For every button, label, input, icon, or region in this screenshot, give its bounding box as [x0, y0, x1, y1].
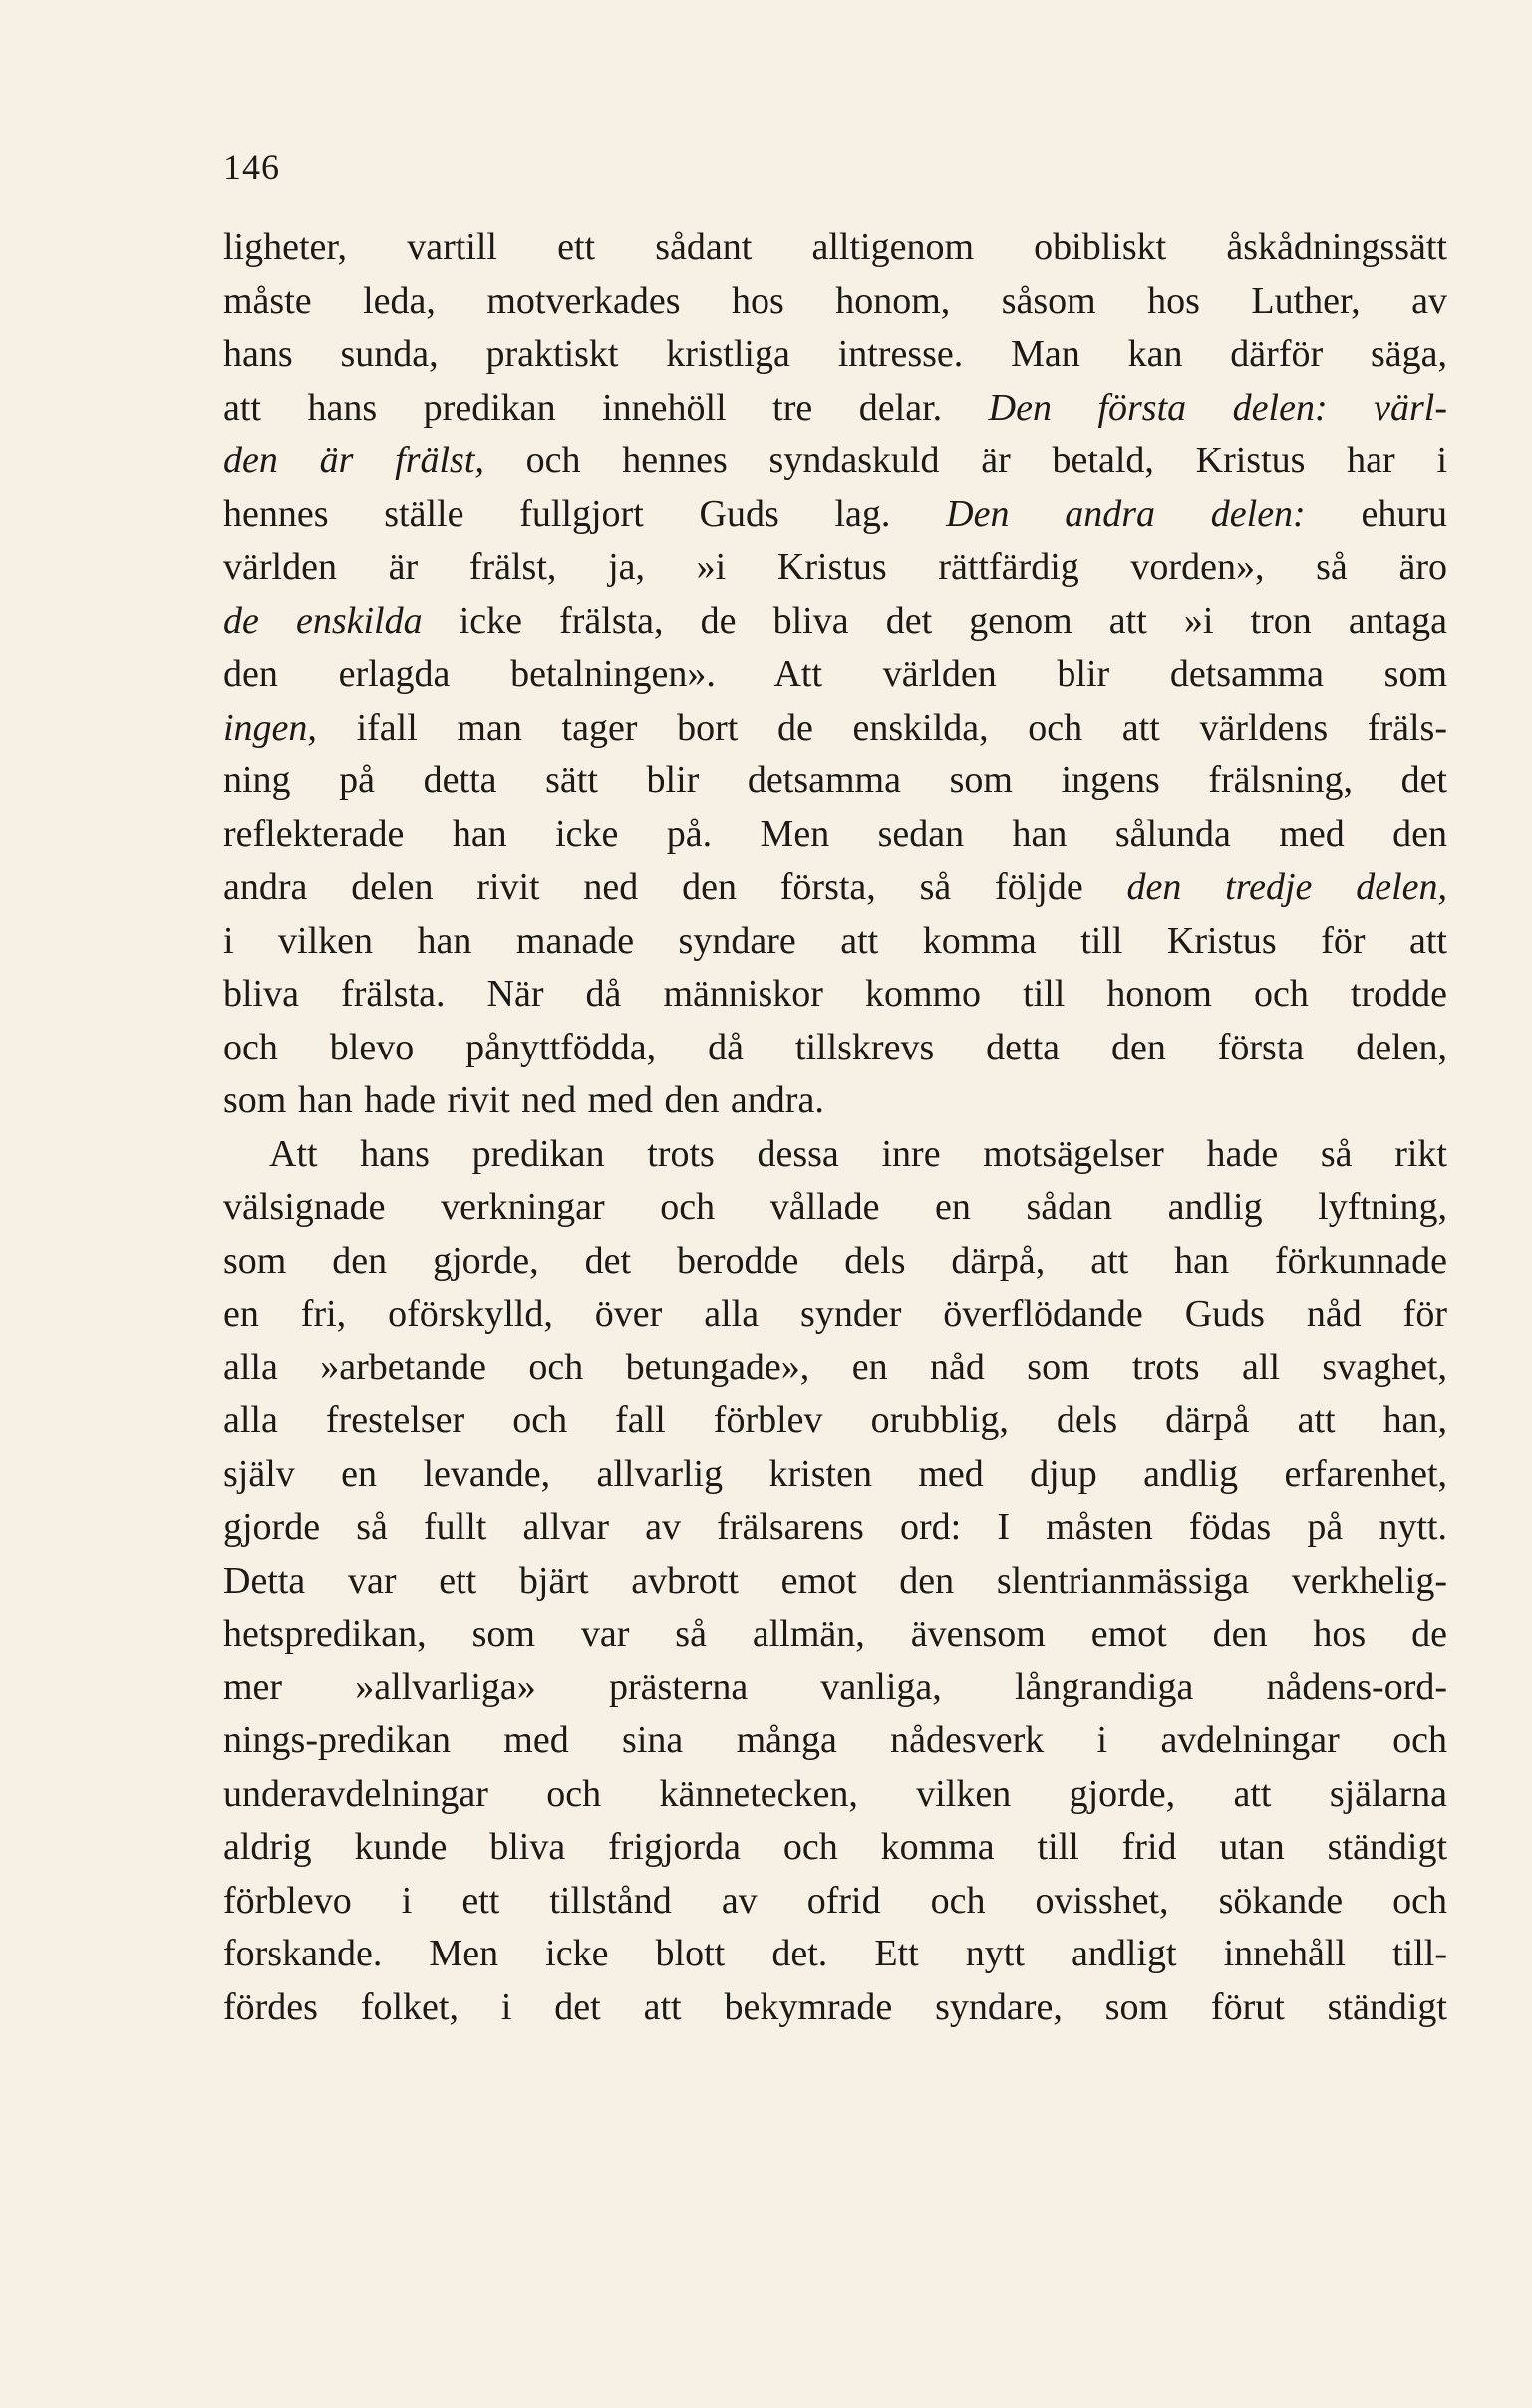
text-line	[223, 435, 1447, 488]
text-line	[223, 1022, 1447, 1075]
text-segment: ning på detta sätt blir detsamma som ingens frälsning, det	[223, 759, 1447, 801]
text-line	[223, 648, 1447, 702]
text-segment: välsignade verkningar och vållade en sådan andlig lyftning,	[223, 1186, 1447, 1228]
text-segment: ifall man tager bort de enskilda, och att världens fräls-	[316, 706, 1447, 749]
text-line	[223, 488, 1447, 542]
text-segment: ehuru	[1305, 492, 1447, 535]
text-segment: världen är frälst, ja, »i Kristus rättfärdig vorden», så äro	[223, 546, 1447, 588]
text-segment: forskande. Men icke blott det. Ett nytt andligt innehåll till-	[223, 1933, 1447, 1974]
text-segment: alla »arbetande och betungade», en nåd som trots all svaghet,	[223, 1346, 1447, 1388]
text-line	[223, 1128, 1447, 1182]
text-line	[223, 1555, 1447, 1609]
italic-text: Den första delen: värl-	[988, 386, 1447, 429]
text-line	[223, 808, 1447, 862]
text-segment: bliva frälsta. När då människor kommo till honom och trodde	[223, 973, 1447, 1015]
text-line	[223, 328, 1447, 382]
text-segment: hennes ställe fullgjort Guds lag.	[223, 492, 947, 535]
text-segment: Detta var ett bjärt avbrott emot den slentrianmässiga verkhelig-	[223, 1559, 1447, 1602]
text-segment: nings-predikan med sina många nådesverk i avdelningar och	[223, 1719, 1447, 1761]
italic-text: den tredje delen,	[1126, 866, 1447, 908]
text-line	[223, 1181, 1447, 1235]
text-line	[223, 754, 1447, 808]
text-line	[223, 1768, 1447, 1822]
text-line	[223, 1714, 1447, 1768]
text-line	[223, 221, 1447, 275]
text-line	[223, 541, 1447, 595]
text-segment: fördes folket, i det att bekymrade syndare, som förut ständigt	[223, 1985, 1447, 2028]
text-segment: andra delen rivit ned den första, så följde	[223, 866, 1127, 908]
text-line	[223, 861, 1447, 915]
text-segment: den erlagda betalningen». Att världen blir detsamma som	[223, 653, 1447, 695]
text-line	[223, 1821, 1447, 1875]
text-line	[223, 595, 1447, 649]
text-line	[223, 1661, 1447, 1715]
text-line	[223, 1981, 1447, 2035]
text-segment: hetspredikan, som var så allmän, ävensom emot den hos de	[223, 1613, 1447, 1655]
text-line	[223, 1342, 1447, 1395]
text-segment: alla frestelser och fall förblev orubblig, dels därpå att han,	[223, 1399, 1447, 1441]
text-segment: som den gjorde, det berodde dels därpå, att han förkunnade	[223, 1239, 1447, 1282]
text-line	[223, 1608, 1447, 1661]
text-line	[223, 702, 1447, 755]
text-segment: Att hans predikan trots dessa inre motsägelser hade så rikt	[269, 1132, 1447, 1175]
text-segment: förblevo i ett tillstånd av ofrid och ovisshet, sökande och	[223, 1879, 1447, 1922]
text-segment: reflekterade han icke på. Men sedan han sålunda med den	[223, 812, 1447, 855]
text-line	[223, 1928, 1447, 1981]
text-segment: mer »allvarliga» prästerna vanliga, långrandiga nådens-ord-	[223, 1665, 1447, 1708]
text-segment: och blevo pånyttfödda, då tillskrevs detta den första delen,	[223, 1026, 1447, 1068]
paragraph	[223, 221, 1447, 1128]
text-segment: hans sunda, praktiskt kristliga intresse. Man kan därför säga,	[223, 333, 1447, 375]
text-segment: aldrig kunde bliva frigjorda och komma till frid utan ständigt	[223, 1826, 1447, 1868]
text-line	[223, 1235, 1447, 1289]
text-segment: gjorde så fullt allvar av frälsarens ord: I måsten födas på nytt.	[223, 1506, 1447, 1548]
text-line	[223, 1288, 1447, 1342]
body-text	[223, 221, 1447, 2034]
italic-text: de enskilda	[223, 599, 423, 642]
text-segment: måste leda, motverkades hos honom, såsom hos Luther, av	[223, 279, 1447, 322]
text-line	[223, 1448, 1447, 1502]
italic-text: den är frälst,	[223, 440, 484, 481]
text-segment: underavdelningar och kännetecken, vilken gjorde, att själarna	[223, 1772, 1447, 1815]
text-segment: som han hade rivit ned med den andra.	[223, 1079, 824, 1121]
italic-text: Den andra delen:	[946, 492, 1306, 535]
text-line	[223, 275, 1447, 329]
text-line	[223, 1501, 1447, 1555]
text-line	[223, 1074, 1447, 1128]
text-segment: en fri, oförskylld, över alla synder överflödande Guds nåd för	[223, 1293, 1447, 1335]
page-number: 146	[223, 148, 280, 187]
text-line	[223, 915, 1447, 969]
paragraph	[223, 1128, 1447, 2035]
text-segment: icke frälsta, de bliva det genom att »i tron antaga	[422, 599, 1447, 642]
italic-text: ingen,	[223, 706, 317, 749]
text-segment: själv en levande, allvarlig kristen med djup andlig erfarenhet,	[223, 1452, 1447, 1495]
text-line	[223, 382, 1447, 436]
text-segment: ligheter, vartill ett sådant alltigenom obibliskt åskådningssätt	[223, 226, 1447, 268]
text-line	[223, 1394, 1447, 1448]
text-line	[223, 1875, 1447, 1929]
text-segment: att hans predikan innehöll tre delar.	[223, 386, 989, 429]
text-segment: och hennes syndaskuld är betald, Kristus har i	[483, 440, 1448, 481]
text-line	[223, 968, 1447, 1022]
text-segment: i vilken han manade syndare att komma till Kristus för att	[223, 919, 1447, 962]
